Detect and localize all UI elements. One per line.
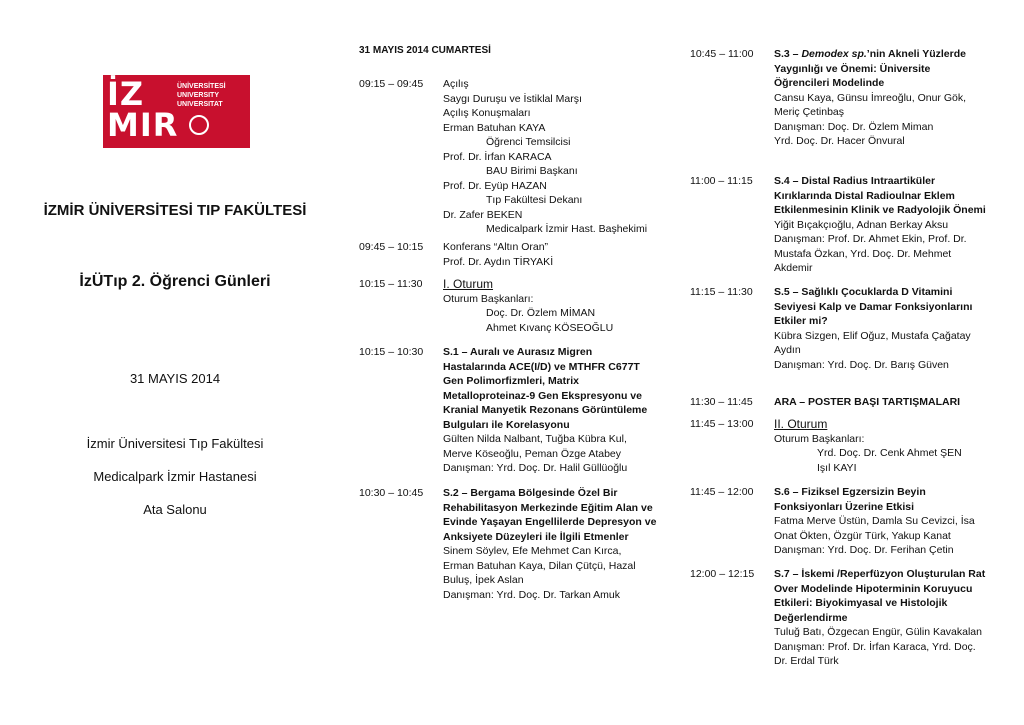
entry-line: Dr. Erdal Türk [774,655,839,667]
schedule-entry [690,485,995,558]
venue-line: Ata Salonu [143,502,207,517]
entry-line: Işıl KAYI [817,461,857,474]
talk-title-line: S.4 – Distal Radius Intraartiküler [774,175,936,187]
talk-title-line: Evinde Yaşayan Engellilerde Depresyon ve [443,516,657,528]
talk-title-line: Etkiler mi? [774,315,828,327]
entry-line: Meriç Çetinbaş [774,106,845,118]
entry-time: 09:15 – 09:45 [359,78,424,90]
entry-line: Yiğit Bıçakçıoğlu, Adnan Berkay Aksu [774,218,949,231]
logo-text-top: İZ [107,75,145,113]
entry-body [774,47,995,149]
entry-line: Öğrenci Temsilcisi [486,136,571,148]
session-title: II. Oturum [774,417,828,431]
entry-line: Danışman: Prof. Dr. İrfan Karaca, Yrd. Doç. [774,640,976,653]
entry-line: Prof. Dr. Eyüp HAZAN [443,179,547,192]
entry-line: Yrd. Doç. Dr. Cenk Ahmet ŞEN [817,447,962,459]
entry-time: 10:30 – 10:45 [359,487,424,499]
break-title: ARA – POSTER BAŞI TARTIŞMALARI [774,396,961,408]
entry-time: 09:45 – 10:15 [359,241,424,253]
entry-line: Erman Batuhan KAYA [443,121,546,134]
talk-title-line: Rehabilitasyon Merkezinde Eğitim Alan ve [443,501,653,514]
entry-line: Oturum Başkanları: [774,432,865,445]
entry-body [443,277,669,335]
entry-line: Tuluğ Batı, Özgecan Engür, Gülin Kavakalan [774,626,982,638]
talk-title-line: Öğrencileri Modelinde [774,77,885,89]
schedule-entry [690,47,995,149]
entry-body [774,567,995,669]
talk-title-line: S.7 – İskemi /Reperfüzyon Oluşturulan Rat [774,568,986,580]
entry-line: Oturum Başkanları: [443,292,534,305]
entry-line: Fatma Merve Üstün, Damla Su Cevizci, İsa [774,515,975,527]
entry-time: 11:45 – 12:00 [690,486,754,498]
entry-time: 11:00 – 11:15 [690,175,753,187]
entry-time: 12:00 – 12:15 [690,568,755,580]
entry-line: Yrd. Doç. Dr. Hacer Önvural [774,135,905,147]
entry-line: Onat Ökten, Özgür Türk, Yakup Kanat [774,529,951,542]
logo-row: ÜNİVERSİTESİ [177,83,226,90]
program-date-heading: 31 MAYIS 2014 CUMARTESİ [359,45,491,56]
schedule-entry [359,486,669,602]
talk-title-line: Gen Polimorfizmleri, Matrix [443,375,579,387]
entry-line: Aydın [774,344,801,356]
talk-title-line: S.6 – Fiziksel Egzersizin Beyin [774,486,926,498]
entry-line: Gülten Nilda Nalbant, Tuğba Kübra Kul, [443,433,627,445]
entry-line: Buluş, İpek Aslan [443,574,524,586]
entry-line: Dr. Zafer BEKEN [443,208,523,221]
entry-line: BAU Birimi Başkanı [486,165,578,177]
talk-title-line: Yaygınlığı ve Önemi: Üniversite [774,62,931,75]
entry-line: Mustafa Özkan, Yrd. Doç. Dr. Mehmet [774,247,952,260]
entry-body [443,486,669,602]
entry-time: 10:15 – 10:30 [359,346,424,358]
talk-title-line: S.2 – Bergama Bölgesinde Özel Bir [443,487,618,499]
entry-line: Cansu Kaya, Günsu İmreoğlu, Onur Gök, [774,91,967,104]
venue-line: Medicalpark İzmir Hastanesi [93,469,257,484]
entry-body [774,174,995,276]
talk-title-part: S.3 – [774,48,802,60]
entry-body [774,285,995,372]
entry-body [443,240,669,269]
entry-line: Merve Köseoğlu, Peman Özge Atabey [443,447,622,460]
schedule-entry [690,395,995,410]
schedule-entry [359,277,669,335]
entry-time: 10:45 – 11:00 [690,48,754,60]
entry-line: Doç. Dr. Özlem MİMAN [486,307,596,319]
entry-line: Açılış [443,78,469,90]
schedule-entry [690,417,995,475]
logo-text-bottom: MIR [107,106,179,144]
talk-title-line: Etkileri: Biyokimyasal ve Histolojik [774,597,948,609]
entry-line: Danışman: Yrd. Doç. Dr. Tarkan Amuk [443,588,621,601]
talk-title-line: Kırıklarında Distal Radioulnar Eklem [774,189,955,202]
entry-line: Medicalpark İzmir Hast. Başhekimi [486,223,648,235]
logo-wordmark [107,75,179,144]
entry-line: Danışman: Prof. Dr. Ahmet Ekin, Prof. Dr. [774,233,967,245]
entry-body [443,345,669,476]
entry-line: Danışman: Yrd. Doç. Dr. Halil Güllüoğlu [443,462,628,474]
talk-title-line: Anksiyete Düzeyleri ile İlgili Etmenler [443,530,629,543]
university-logo [103,75,250,148]
talk-title-line: Seviyesi Kalp ve Damar Fonksiyonlarını [774,300,973,313]
seal-icon [189,115,209,135]
entry-line: Tıp Fakültesi Dekanı [486,194,583,206]
entry-line: Konferans “Altın Oran” [443,241,549,253]
talk-title-line: S.5 – Sağlıklı Çocuklarda D Vitamini [774,286,953,298]
talk-title-part: ’nin Akneli Yüzlerde [866,48,966,60]
entry-body [774,485,995,558]
entry-line: Akdemir [774,262,813,274]
talk-title-line [774,47,995,62]
entry-time: 11:15 – 11:30 [690,286,753,298]
logo-row: UNIVERSITY [177,92,220,99]
talk-title-line: Etkilenmesinin Klinik ve Radyolojik Önemi [774,204,986,216]
venue-line: İzmir Üniversitesi Tıp Fakültesi [86,436,264,451]
schedule-entry [359,240,669,269]
entry-line: Prof. Dr. Aydın TİRYAKİ [443,255,554,268]
entry-line: Açılış Konuşmaları [443,107,531,119]
schedule-entry [359,77,669,237]
talk-title-italic: Demodex sp. [801,48,867,60]
logo-rows [177,82,226,109]
talk-title-line: Kranial Manyetik Rezonans Görüntüleme [443,404,648,416]
entry-line: Erman Batuhan Kaya, Dilan Çütçü, Hazal [443,559,636,572]
talk-title-line: Over Modelinde Hipoterminin Koruyucu [774,582,973,595]
faculty-title: İZMİR ÜNİVERSİTESİ TIP FAKÜLTESİ [43,202,307,219]
entry-line: Danışman: Doç. Dr. Özlem Miman [774,120,934,133]
entry-line: Kübra Sizgen, Elif Oğuz, Mustafa Çağatay [774,329,971,342]
entry-time: 11:30 – 11:45 [690,396,753,408]
event-title: İzÜTıp 2. Öğrenci Günleri [79,273,271,290]
talk-title-line: Hastalarında ACE(I/D) ve MTHFR C677T [443,360,640,373]
schedule-entry [359,345,669,476]
talk-title-line: Fonksiyonları Üzerine Etkisi [774,500,915,513]
entry-line: Prof. Dr. İrfan KARACA [443,150,552,163]
talk-title-line: Değerlendirme [774,611,848,624]
talk-title-line: Bulguları ile Korelasyonu [443,418,570,431]
entry-body [443,77,669,237]
entry-line: Danışman: Yrd. Doç. Dr. Barış Güven [774,358,949,371]
entry-line: Ahmet Kıvanç KÖSEOĞLU [486,321,614,334]
entry-time: 11:45 – 13:00 [690,418,754,430]
logo-row: UNIVERSITAT [177,101,223,108]
schedule-entry [690,174,995,276]
entry-line: Danışman: Yrd. Doç. Dr. Ferihan Çetin [774,544,954,556]
entry-body [774,417,995,475]
event-date: 31 MAYIS 2014 [129,371,221,386]
schedule-entry [690,285,995,372]
talk-title-line: S.1 – Auralı ve Aurasız Migren [443,346,593,358]
talk-title-line: Metalloproteinaz-9 Gen Ekspresyonu ve [443,389,642,402]
session-title: I. Oturum [443,277,494,291]
entry-line: Sinem Söylev, Efe Mehmet Can Kırca, [443,545,622,557]
entry-line: Saygı Duruşu ve İstiklal Marşı [443,92,582,105]
schedule-entry [690,567,995,669]
entry-time: 10:15 – 11:30 [359,278,423,290]
